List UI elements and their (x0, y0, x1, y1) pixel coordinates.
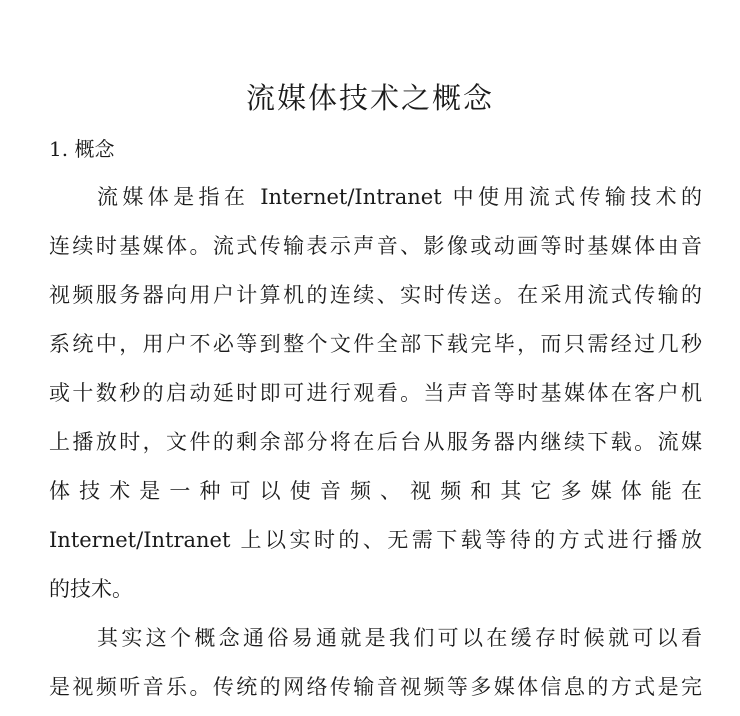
paragraph-1-line: 体技术是一种可以使音频、视频和其它多媒体能在 (49, 479, 702, 503)
document-title: 流媒体技术之概念 (245, 81, 494, 115)
paragraph-1-line: 系统中，用户不必等到整个文件全部下载完毕，而只需经过几秒 (49, 332, 702, 356)
paragraph-1-line: 的技术。 (49, 577, 133, 601)
paragraph-1-line: 流媒体是指在 Internet/Intranet 中使用流式传输技术的 (97, 185, 702, 209)
paragraph-2-line: 是视频听音乐。传统的网络传输音视频等多媒体信息的方式是完 (49, 675, 702, 699)
paragraph-1-line: 视频服务器向用户计算机的连续、实时传送。在采用流式传输的 (49, 283, 702, 307)
paragraph-2-line: 其实这个概念通俗易通就是我们可以在缓存时候就可以看 (97, 626, 702, 650)
section-heading: 1. 概念 (49, 137, 115, 161)
paragraph-1-line: 或十数秒的启动延时即可进行观看。当声音等时基媒体在客户机 (49, 381, 702, 405)
paragraph-1-line: Internet/Intranet 上以实时的、无需下载等待的方式进行播放 (49, 528, 702, 552)
paragraph-1-line: 上播放时，文件的剩余部分将在后台从服务器内继续下载。流媒 (49, 430, 702, 454)
paragraph-1-line: 连续时基媒体。流式传输表示声音、影像或动画等时基媒体由音 (49, 234, 702, 258)
